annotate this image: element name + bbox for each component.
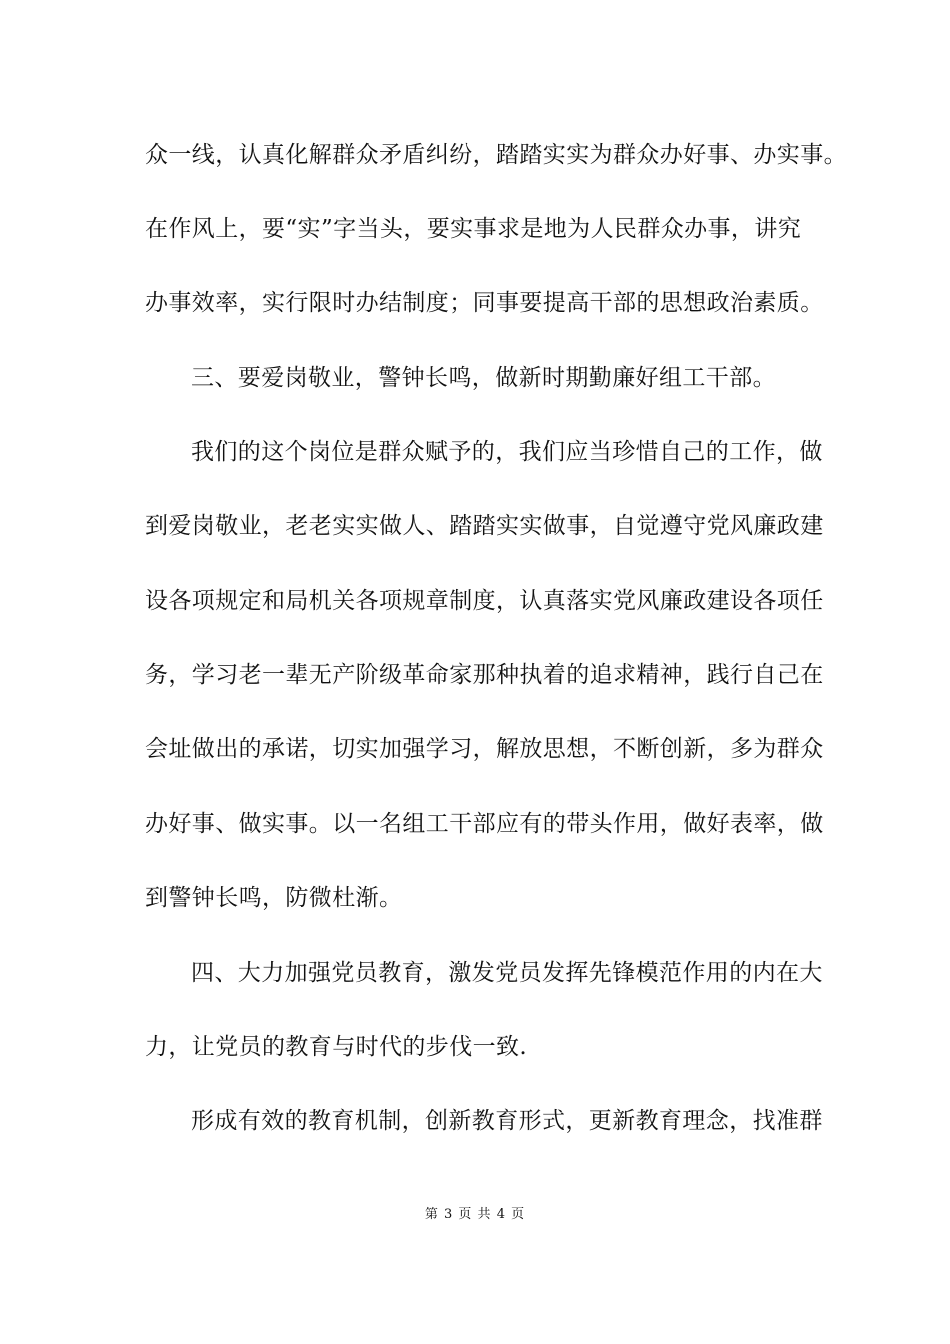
text-line: 务，学习老一辈无产阶级革命家那种执着的追求精神，践行自己在	[145, 662, 824, 688]
page-number: 第 3 页 共 4 页	[424, 1207, 526, 1222]
text-line: 会址做出的承诺，切实加强学习，解放思想，不断创新，多为群众	[145, 736, 824, 762]
text-line: 力，让党员的教育与时代的步伐一致.	[145, 1034, 528, 1060]
text-line: 办好事、做实事。以一名组工干部应有的带头作用，做好表率，做	[145, 811, 824, 837]
text-line: 形成有效的教育机制，创新教育形式，更新教育理念，找准群	[191, 1108, 823, 1134]
text-line: 在作风上，要“实”字当头，要实事求是地为人民群众办事，讲究	[145, 216, 802, 242]
section-heading: 四、大力加强党员教育，激发党员发挥先锋模范作用的内在大	[191, 960, 823, 986]
text-line: 到警钟长鸣，防微杜渐。	[145, 885, 403, 911]
text-line: 办事效率，实行限时办结制度；同事要提高干部的思想政治素质。	[145, 290, 824, 316]
section-heading: 三、要爱岗敬业，警钟长鸣，做新时期勤廉好组工干部。	[191, 365, 776, 391]
text-line: 到爱岗敬业，老老实实做人、踏踏实实做事，自觉遵守党风廉政建	[145, 513, 824, 539]
text-line: 设各项规定和局机关各项规章制度，认真落实党风廉政建设各项任	[145, 588, 824, 614]
text-line: 众一线，认真化解群众矛盾纠纷，踏踏实实为群众办好事、办实事。	[145, 142, 847, 168]
text-line: 我们的这个岗位是群众赋予的，我们应当珍惜自己的工作，做	[191, 439, 823, 465]
